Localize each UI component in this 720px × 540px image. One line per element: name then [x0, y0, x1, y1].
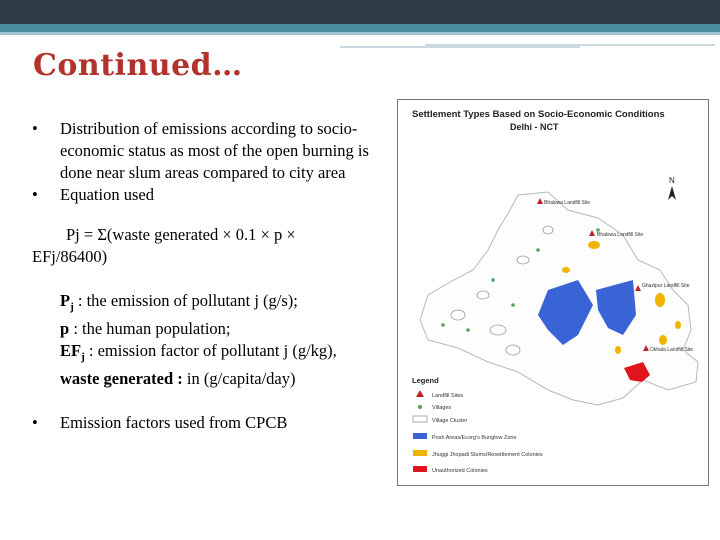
site-label: Bhalswa Landfill Site	[597, 232, 644, 238]
north-arrow-icon	[668, 176, 676, 200]
legend-unauthorized-swatch	[413, 466, 427, 472]
legend-label: Village Cluster	[432, 418, 468, 424]
legend-label: Unauthorized Colonies	[432, 468, 488, 474]
def-term: EF	[60, 341, 82, 360]
bullet-symbol: •	[32, 185, 38, 204]
def-term: P	[60, 291, 71, 310]
legend-slum-swatch	[413, 450, 427, 456]
definitions	[32, 290, 402, 390]
header-accent-light	[0, 32, 720, 35]
legend-cluster-swatch	[413, 416, 427, 422]
def-desc: : the human population;	[69, 319, 231, 338]
definition-row	[60, 368, 402, 390]
header-accent	[0, 24, 720, 32]
definition-row	[60, 290, 402, 318]
def-desc: : the emission of pollutant j (g/s);	[73, 291, 298, 310]
header-bar	[0, 0, 720, 24]
formula-line-1: Pj = Σ(waste generated × 0.1 × p ×	[66, 225, 296, 244]
map-title: Settlement Types Based on Socio-Economic Conditions	[412, 109, 665, 120]
site-label: Okhala Landfill Site	[650, 347, 694, 353]
bullet-item	[32, 412, 402, 434]
legend-label: Villages	[432, 405, 452, 411]
def-sub: j	[81, 351, 85, 363]
legend-label: Posh Areas/Ecorg's Bunglow Zone	[432, 435, 517, 441]
bullet-item	[32, 184, 402, 206]
title-rule-mid	[340, 46, 580, 48]
bullet-text: Distribution of emissions according to socio-economic status as most of the open burning is done near slum areas compared to city area	[60, 119, 369, 182]
bullet-text: Emission factors used from CPCB	[60, 413, 288, 432]
legend-village-icon	[418, 405, 422, 409]
legend-landfill-icon	[416, 390, 424, 397]
map-subtitle: Delhi - NCT	[510, 122, 559, 132]
definition-row	[60, 340, 402, 368]
def-term: p	[60, 319, 70, 338]
bullet-symbol: •	[32, 119, 38, 138]
map-legend	[412, 376, 543, 474]
site-label: Ghazipur Landfill Site	[642, 283, 690, 289]
site-label: Bhalswa Landfill Site	[544, 200, 591, 206]
north-label: N	[669, 176, 675, 185]
bullet-item	[32, 118, 402, 184]
definition-row	[60, 318, 402, 340]
bullet-text: Equation used	[60, 185, 154, 204]
def-desc: in (g/capita/day)	[182, 369, 296, 388]
map-svg	[398, 100, 708, 485]
slide-title: Continued…	[33, 48, 243, 83]
legend-label: Landfill Sites	[432, 393, 464, 399]
legend-posh-swatch	[413, 433, 427, 439]
def-term: waste generated :	[60, 369, 183, 388]
slide-content	[32, 118, 402, 434]
legend-title: Legend	[412, 376, 439, 385]
formula-line-2: EFj/86400)	[32, 247, 108, 266]
formula	[32, 224, 402, 268]
settlement-map	[397, 99, 709, 486]
bullet-symbol: •	[32, 413, 38, 432]
legend-label: Jhuggi Jhopadi Slums/Resettlement Colonies	[432, 452, 543, 458]
def-desc: : emission factor of pollutant j (g/kg),	[84, 341, 337, 360]
def-sub: j	[70, 301, 74, 313]
